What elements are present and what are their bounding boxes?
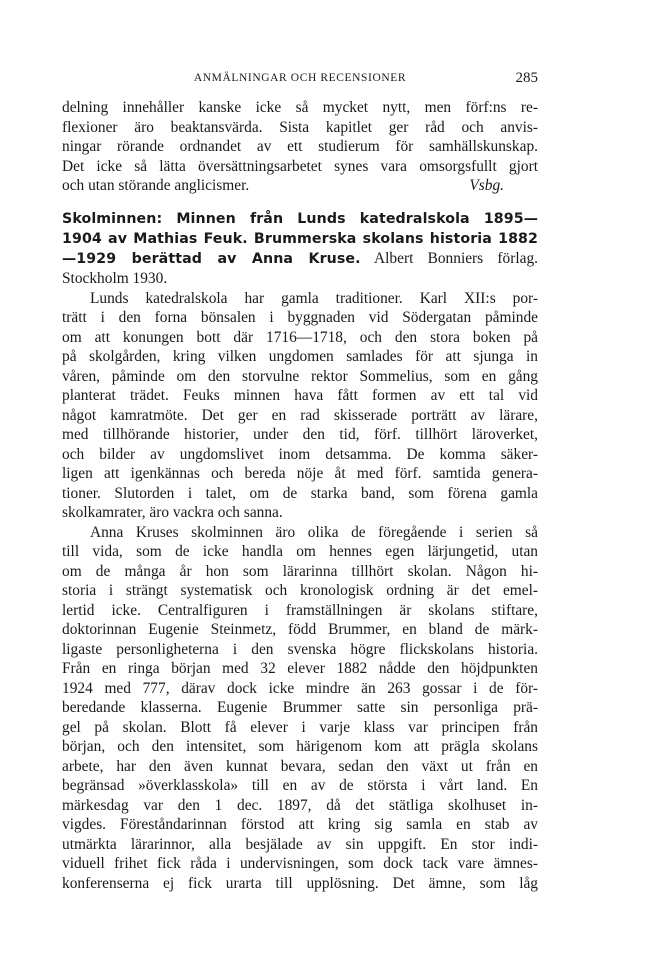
text-line: beredande klasserna. Eugenie Brummer satte sin personliga prä- (62, 699, 538, 716)
publisher: Albert Bonniers förlag. (360, 249, 538, 267)
text-line: på skolgården, kring vilken ungdomen samlades för att sjunga in (62, 348, 538, 365)
title-bold: —1929 berättad av Anna Kruse. (62, 250, 361, 267)
text-line: om de många år hon som lärarinna tillhört skolan. Någon hi- (62, 562, 538, 580)
text-line: och bilder av ungdomslivet inom detsamma. De komma säker- (62, 445, 538, 463)
title-bold: 1904 av Mathias Feuk. Brummerska skolans historia 1882 (62, 230, 538, 247)
text-line: Anna Kruses skolminnen äro olika de föregående i serien så (90, 523, 538, 541)
text-line: arbete, har den även kunnat bevara, sedan den växt ut från en (62, 757, 538, 775)
text-line: om att konungen bott där 1716—1718, och den stora boken på (62, 328, 538, 346)
previous-review-ending (62, 98, 538, 196)
text-line: och utan störande anglicismer. (62, 177, 250, 194)
review-paragraph-1 (62, 289, 538, 523)
closing-line (62, 176, 538, 196)
text-line: något kamratmöte. Det ger en rad skisserade porträtt av lärare, (62, 406, 538, 424)
text-line: lertid icke. Centralfiguren i framställningen är skolans stiftare, (62, 601, 538, 619)
title-line (62, 209, 538, 229)
text-line: doktorinnan Eugenie Steinmetz, född Brummer, en bland de märk- (62, 621, 538, 638)
text-line: Lunds katedralskola har gamla traditioner. Karl XII:s por- (90, 289, 538, 307)
text-line: storia i strängt systematisk och kronologisk ordning är det emel- (62, 582, 538, 599)
text-line: ligen att igenkännas och bereda nöje åt med förf. samtida genera- (62, 465, 538, 482)
page-number: 285 (515, 70, 538, 86)
text-line: vigdes. Föreståndarinnan förstod att kring sig samla en stab av (62, 816, 538, 833)
text-line: Från en ringa början med 32 elever 1882 nådde den höjdpunkten (62, 660, 538, 677)
page-header (62, 70, 538, 90)
text-line: märkesdag var den 1 dec. 1897, då det stätliga skolhuset in- (62, 796, 538, 814)
text-line: början, och den intensitet, som härigenom kom att präglа skolans (62, 738, 538, 755)
text-line: utmärkta lärarinnor, alla besjälade av sin uppgift. En stor indi- (62, 835, 538, 853)
text-line: planterat trädet. Feuks minnen hava fått formen av ett tal vid (62, 387, 538, 404)
text-line: skolkamrater, äro vackra och sanna. (62, 504, 283, 521)
review-paragraph-2 (62, 523, 538, 894)
text-line: delning innehåller kanske icke så mycket nytt, men förf:ns re- (62, 99, 538, 116)
text-line: gel på skolan. Blott få elever i varje klass var principen från (62, 718, 538, 736)
title-line (62, 249, 538, 269)
text-line: ningar rörande ordnandet av ett studierum för samhällskunskap. (62, 138, 538, 155)
text-line: med tillhörande historier, under den tid, förf. tillhört läroverket, (62, 426, 538, 443)
text-line: 1924 med 777, därav dock icke mindre än 263 gossar i de för- (62, 679, 538, 697)
text-line: konferenserna ej fick urarta till upplösning. Det ämne, som låg (62, 874, 538, 892)
page-body (62, 98, 538, 893)
text-line: till vida, som de icke handla om hennes egen lärjungetid, utan (62, 543, 538, 560)
running-head: ANMÄLNINGAR OCH RECENSIONER (193, 72, 407, 84)
publication-place: Stockholm 1930. (62, 269, 168, 287)
text-line: begränsad »överklasskola» till en av de största i vårt land. En (62, 777, 538, 794)
text-line: flexioner äro beaktansvärda. Sista kapitlet ger råd och anvis- (62, 118, 538, 136)
reviewer-signature: Vsbg. (469, 177, 504, 194)
review-heading (62, 209, 538, 289)
text-line: Det icke så lätta översättningsarbetet synes vara omsorgsfullt gjort (62, 157, 538, 175)
text-line: viduell frihet fick råda i undervisningen, som dock tack vare ämnes- (62, 855, 538, 872)
text-line: våren, påminde om den storvulne rektor Sommelius, som en gång (62, 367, 538, 385)
text-line: tioner. Slutorden i talet, om de starka band, som förena gamla (62, 484, 538, 502)
text-line: ligaste personligheterna i den svenska högre flickskolans historia. (62, 640, 538, 658)
title-line (62, 229, 538, 249)
text-line: trätt i den forna bönsalen i byggnaden vid Södergatan påminde (62, 309, 538, 326)
title-bold: Skolminnen: Minnen från Lunds katedralskola 1895— (62, 210, 538, 227)
